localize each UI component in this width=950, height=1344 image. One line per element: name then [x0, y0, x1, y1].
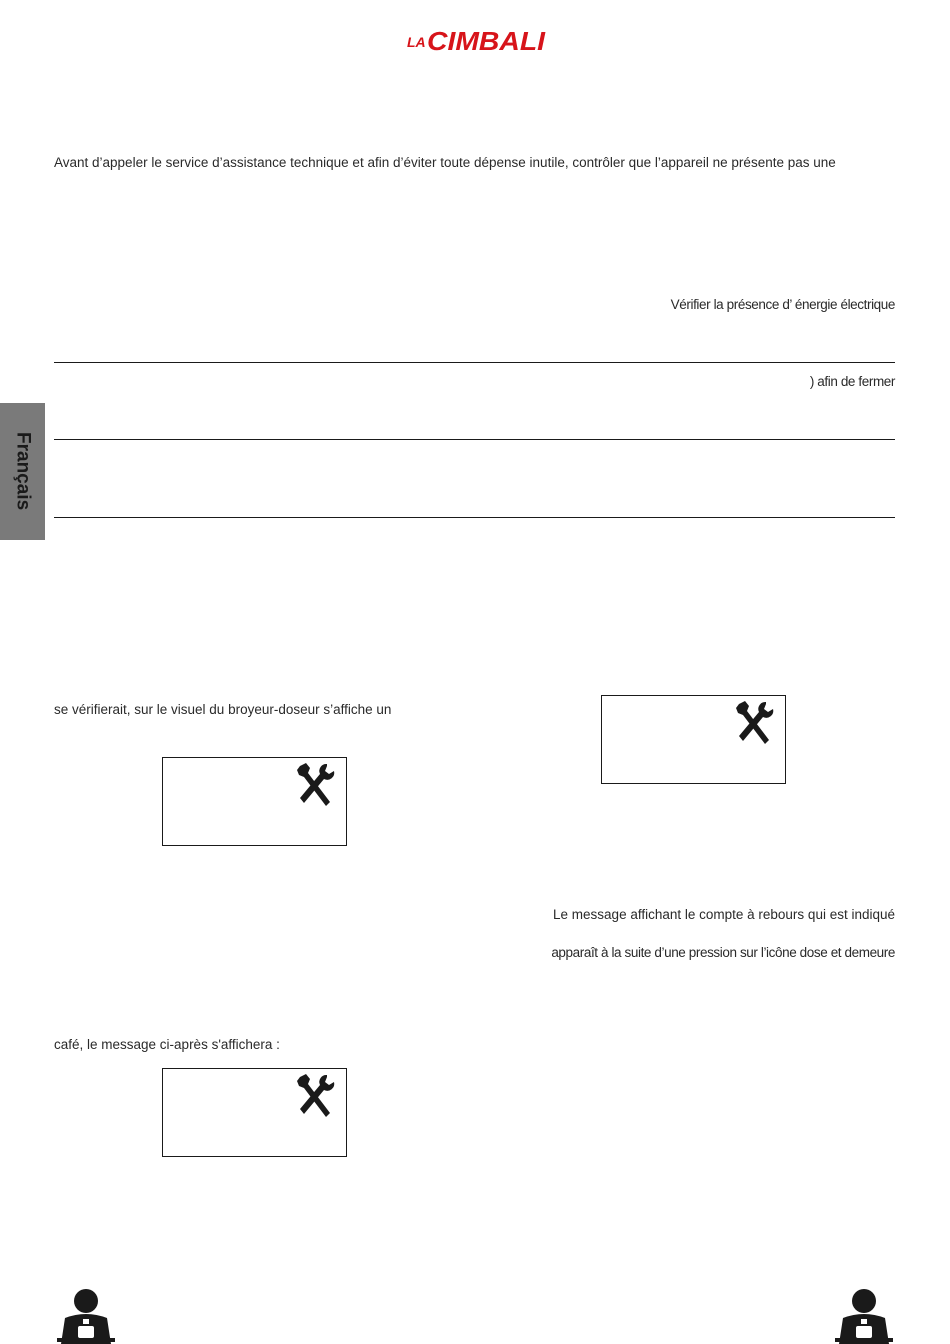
technician-icon — [55, 1288, 117, 1344]
logo-name: CIMBALI — [427, 26, 546, 56]
lacimbali-logo — [405, 20, 550, 60]
table-rule-2 — [54, 439, 895, 440]
coffee-message-text: café, le message ci-après s'affichera : — [54, 1037, 280, 1052]
display-box-3 — [162, 1068, 347, 1157]
check-power-text: Vérifier la présence d’ énergie électrique — [670, 297, 895, 312]
tools-icon — [296, 762, 336, 808]
table-rule-1 — [54, 362, 895, 363]
technician-icon — [833, 1288, 895, 1344]
tools-icon — [735, 700, 775, 746]
countdown-text-1: Le message affichant le compte à rebours qui est indiqué — [553, 907, 895, 922]
countdown-text-2: apparaît à la suite d’une pression sur l’icône dose et demeure — [551, 945, 895, 960]
display-intro-text: se vérifierait, sur le visuel du broyeur-doseur s’affiche un — [54, 702, 392, 717]
display-box-2 — [601, 695, 786, 784]
language-tab — [0, 403, 45, 540]
intro-text: Avant d’appeler le service d’assistance technique et afin d’éviter toute dépense inutile, contrôler que l’appareil ne présente pas une — [54, 155, 836, 170]
display-box-1 — [162, 757, 347, 846]
language-tab-label: Français — [12, 432, 34, 511]
table-rule-3 — [54, 517, 895, 518]
tools-icon — [296, 1073, 336, 1119]
logo-prefix: LA — [407, 34, 426, 50]
close-fragment-text: ) afin de fermer — [809, 374, 895, 389]
